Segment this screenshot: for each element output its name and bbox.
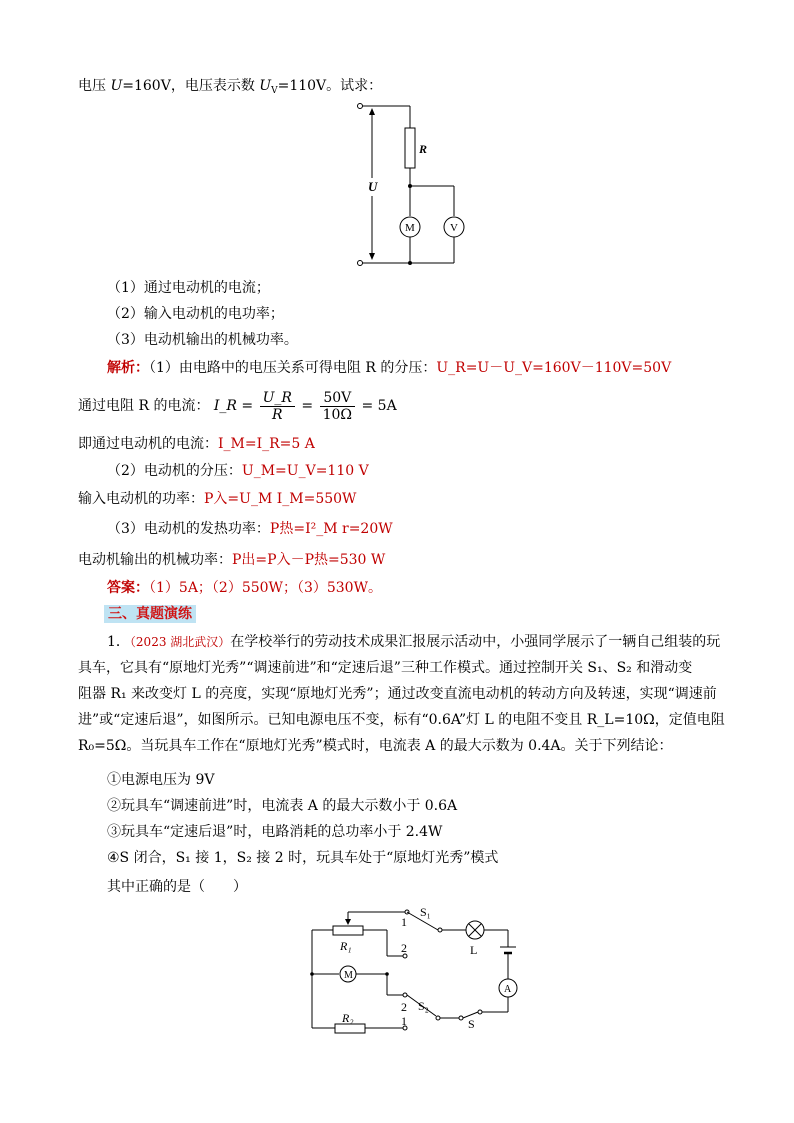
option-4: ④S 闭合，S₁ 接 1，S₂ 接 2 时，玩具车处于“原地灯光秀”模式 xyxy=(107,850,499,866)
label-M: M xyxy=(344,970,353,981)
solution-line-2: 通过电阻 R 的电流： I_R = $\frac{U\_R}{R}$ = $\frac{50V}{10\Omega}$ = 5A xyxy=(78,389,397,423)
intro-line xyxy=(78,76,382,101)
solution-text: 电动机输出的机械功率： xyxy=(78,552,232,568)
problem-line-4: 进”或“定速后退”，如图所示。已知电源电压不变，标有“0.6A”灯 L 的电阻不变且 R_L=10Ω，定值电阻 xyxy=(78,712,725,728)
fraction: $\frac{50V}{10\Omega}$ xyxy=(320,390,355,423)
solution-line-6 xyxy=(107,519,393,539)
problem-number: 1． xyxy=(107,634,130,650)
terminal-2: 2 xyxy=(401,1000,407,1014)
label-R: R xyxy=(419,142,428,156)
resistor-R2 xyxy=(335,1024,365,1033)
problem-line-5: R₀=5Ω。当玩具车工作在“原地灯光秀”模式时，电流表 A 的最大示数为 0.4A。关于下列结论： xyxy=(78,738,673,754)
circuit-diagram-motor xyxy=(350,98,470,268)
intro-text: =160V，电压表示数 xyxy=(122,78,260,94)
resistor-R1 xyxy=(333,926,363,935)
subscript: V xyxy=(271,86,278,96)
label-S2: S₂ xyxy=(418,999,429,1013)
solution-equation: P入=U_M I_M=550W xyxy=(204,491,357,507)
label-A: A xyxy=(504,984,512,995)
option-2: ②玩具车“调速前进”时，电流表 A 的最大示数小于 0.6A xyxy=(107,798,458,814)
problem-question: 其中正确的是（ ） xyxy=(107,879,247,895)
solution-line-5 xyxy=(78,489,356,509)
solution-text: 输入电动机的功率： xyxy=(78,491,204,507)
problem-line-3: 阻器 R₁ 来改变灯 L 的亮度，实现“原地灯光秀”；通过改变直流电动机的转动方向及转速，实现“调速前 xyxy=(78,686,717,702)
solution-text: （1）由电路中的电压关系可得电阻 R 的分压： xyxy=(149,360,437,376)
label-V: V xyxy=(450,222,458,234)
section-heading xyxy=(104,604,196,624)
question-3: （3）电动机输出的机械功率。 xyxy=(107,332,298,348)
resistor-R xyxy=(405,128,415,168)
circuit-diagram-toy-car xyxy=(300,900,530,1040)
problem-source: （2023 湖北武汉） xyxy=(129,635,231,649)
var-U: U xyxy=(259,78,272,94)
question-1: （1）通过电动机的电流； xyxy=(107,280,270,296)
solution-equation: P热=I²_M r=20W xyxy=(269,521,393,537)
solution-equation: U_M=U_V=110 V xyxy=(241,463,369,479)
fraction: $\frac{U\_R}{R}$ xyxy=(260,390,295,423)
solution-equation: I_M=I_R=5 A xyxy=(218,436,315,452)
option-1: ①电源电压为 9V xyxy=(107,772,215,788)
label-S: S xyxy=(468,1017,475,1031)
solution-line-1 xyxy=(107,358,671,378)
solution-result: = 5A xyxy=(361,398,397,414)
solution-line-4 xyxy=(107,461,369,481)
problem-line-2: 具车，它具有“原地灯光秀”“调速前进”和“定速后退”三种工作模式。通过控制开关 S₁、S₂ 和滑动变 xyxy=(78,660,693,676)
solution-text: 通过电阻 R 的电流： xyxy=(78,398,210,414)
terminal-1: 1 xyxy=(401,1014,407,1028)
problem-line-1 xyxy=(107,632,720,652)
solution-text: 即通过电动机的电流： xyxy=(78,436,218,452)
answer-label: 答案： xyxy=(107,580,149,596)
solution-line-7 xyxy=(78,550,385,570)
label-L: L xyxy=(470,943,478,957)
answer-text: （1）5A；（2）550W；（3）530W。 xyxy=(149,580,382,596)
solution-line-3 xyxy=(78,434,315,454)
answer-line xyxy=(107,578,382,598)
label-R2: R₂ xyxy=(342,1011,354,1025)
solution-equation: U_R=U－U_V=160V－110V=50V xyxy=(436,360,672,376)
intro-text: 电压 xyxy=(78,78,111,94)
problem-text: 在学校举行的劳动技术成果汇报展示活动中，小强同学展示了一辆自己组装的玩 xyxy=(230,634,721,650)
solution-label: 解析： xyxy=(107,360,149,376)
option-3: ③玩具车“定速后退”时，电路消耗的总功率小于 2.4W xyxy=(107,824,443,840)
label-S1: S₁ xyxy=(420,905,431,919)
question-2: （2）输入电动机的电功率； xyxy=(107,306,284,322)
terminal-2: 2 xyxy=(401,941,407,955)
terminal-1: 1 xyxy=(401,915,407,929)
label-R1: R₁ xyxy=(340,939,352,953)
solution-text: （3）电动机的发热功率： xyxy=(107,521,270,537)
solution-equation: P出=P入－P热=530 W xyxy=(232,552,386,568)
intro-text: =110V。试求： xyxy=(277,78,383,94)
solution-equation: I_R = xyxy=(213,398,254,414)
label-M: M xyxy=(405,222,415,234)
var-U: U xyxy=(110,78,123,94)
section-title: 三、真题演练 xyxy=(104,605,196,623)
label-U: U xyxy=(368,179,378,194)
solution-text: （2）电动机的分压： xyxy=(107,463,242,479)
